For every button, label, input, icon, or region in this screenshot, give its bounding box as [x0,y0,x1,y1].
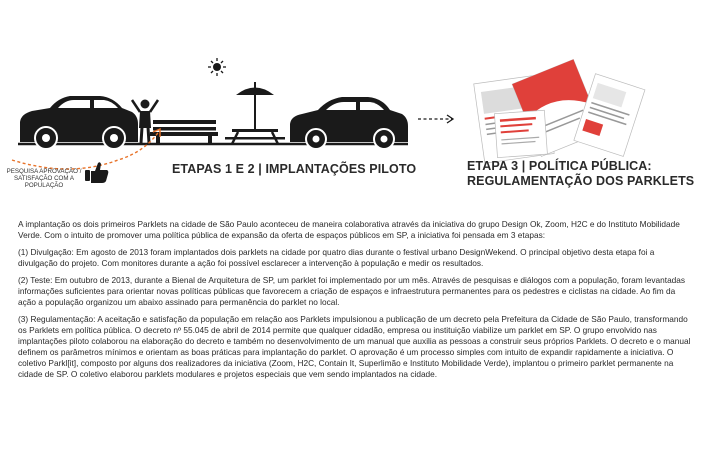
feedback-label [2,168,86,189]
stage-3-label [467,159,694,189]
thumbs-up-icon [85,162,108,183]
dashed-arrow-icon [418,115,453,123]
car-right-icon [290,97,408,149]
intro-paragraph: A implantação os dois primeiros Parklets na cidade de São Paulo aconteceu de maneira colaborativa através da iniciativa do grupo Design Ok, Zoom, H2C e do Instituto Mobilidade Verde. Com o intuito de promover uma política pública de expansão da oferta de espaços públicos em SP, a iniciativa foi pensada em 3 etapas: [18,219,680,240]
feedback-line-1: PESQUISA APROVAÇÃO / [6,168,82,175]
step-1-paragraph: (1) Divulgação: Em agosto de 2013 foram implantados dois parklets na cidade por quatro dias durante o festival urbano DesignWekend. O principal objetivo desta etapa foi a divulgação do projeto. Com monitores durante a ação foi possível esclarecer a intervenção à população e medir os resultados. [18,247,655,268]
body-text [18,219,693,386]
stage-3-line-1: ETAPA 3 | POLÍTICA PÚBLICA: [467,159,652,173]
feedback-line-3: POPULAÇÃO [24,182,64,189]
regulation-documents-icon [474,59,645,163]
feedback-line-2: SATISFAÇÃO COM A [13,175,75,182]
stage-3-line-2: REGULAMENTAÇÃO DOS PARKLETS [467,174,695,188]
step-2-paragraph: (2) Teste: Em outubro de 2013, durante a Bienal de Arquitetura de SP, um parklet foi implementado por um mês. Através de pesquisas e diálogos com a população, foram levantadas informações suficientes para orientar novas políticas públicas que favorecem a criação de espaços e infraestrutura permanentes para os pedestres e ciclistas na cidade. Ao fim da ação a população organizou um abaixo assinado para permanência do parklet no local. [18,275,686,307]
sun-icon [208,58,226,76]
umbrella-table-icon [225,82,285,144]
stage-1-2-label: ETAPAS 1 E 2 | IMPLANTAÇÕES PILOTO [172,162,417,176]
car-left-icon [20,96,138,149]
step-3-paragraph: (3) Regulamentação: A aceitação e satisfação da população em relação aos Parklets impulsionou a publicação de um decreto pela Prefeitura da Cidade de São Paulo, transformando os Parklets em política pública. O decreto nº 55.045 de abril de 2014 permite que qualquer cidadão, empresa ou instituição viabilize um parklet em SP. O grupo envolvido nas implantações piloto colaborou na elaboração do decreto e também no desenvolvimento de um manual que auxilia as pessoas a construir seus próprios Parklets. O decreto e o manual definem os parâmetros mínimos e orientam as boas práticas para implantação do parklet. O aprovação é um processo simples com intuito de expandir rapidamente a iniciativa. O coletivo Parkl[it], composto por alguns dos realizadores da iniciativa (Zoom, H2C, Contain It, Superlimão e Instituto Mobilidade Verde), implantou o primeiro parklet permanente na cidade de SP. O coletivo elaborou parklets modulares e projetos especiais que vem sendo implantados na cidade. [18,314,691,379]
